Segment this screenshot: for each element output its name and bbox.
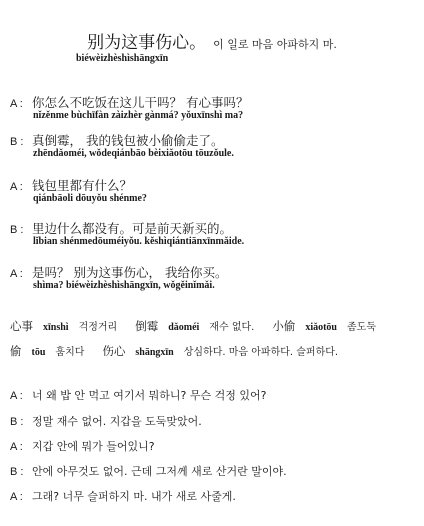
vocab-meaning: 상심하다. 마음 아파하다. 슬퍼하다. — [183, 347, 339, 358]
dialogue-chinese: 是吗？ 别为这事伤心， 我给你买。 — [32, 265, 228, 280]
vocab-word: 倒霉 — [135, 319, 159, 333]
vocab-meaning: 좀도둑 — [347, 322, 376, 333]
korean-line — [10, 413, 202, 429]
korean-line — [10, 387, 266, 403]
vocab-pinyin: dǎoméi — [168, 322, 200, 333]
vocab-row — [10, 318, 376, 334]
speaker-label: A : — [10, 268, 23, 280]
korean-text: 지갑 안에 뭐가 들어있니? — [32, 440, 155, 453]
speaker-label: B : — [10, 136, 24, 148]
speaker-label: A : — [10, 390, 23, 402]
title-korean: 이 일로 마음 아파하지 마. — [213, 38, 337, 51]
vocab-pinyin: xiǎotōu — [305, 322, 337, 333]
vocab-pinyin: shāngxīn — [135, 347, 174, 358]
speaker-label: A : — [10, 98, 23, 110]
dialogue-line — [10, 93, 248, 111]
speaker-label: A : — [10, 441, 23, 453]
speaker-label: B : — [10, 466, 24, 478]
korean-line — [10, 463, 287, 479]
vocab-word: 偷 — [10, 344, 22, 358]
dialogue-chinese: 你怎么不吃饭在这儿干吗？ 有心事吗？ — [32, 95, 249, 110]
vocab-pinyin: xīnshì — [43, 322, 69, 333]
korean-text: 안에 아무것도 없어. 근데 그저께 새로 산거란 말이야. — [32, 465, 287, 478]
lesson-title — [0, 28, 424, 53]
vocab-word: 伤心 — [102, 344, 126, 358]
vocab-meaning: 걱정거리 — [78, 322, 118, 333]
korean-line — [10, 438, 155, 454]
dialogue-pinyin: qiánbāoli dōuyǒu shénme? — [33, 193, 147, 204]
title-pinyin: biéwèizhèshìshāngxīn — [76, 53, 169, 64]
title-chinese: 别为这事伤心。 — [87, 33, 207, 53]
dialogue-line — [10, 131, 223, 149]
dialogue-line — [10, 263, 227, 281]
dialogue-chinese: 钱包里都有什么？ — [32, 178, 133, 193]
dialogue-chinese: 真倒霉， 我的钱包被小偷偷走了。 — [32, 133, 224, 148]
vocab-pinyin: tōu — [31, 347, 46, 358]
dialogue-line — [10, 219, 232, 237]
speaker-label: A : — [10, 491, 23, 503]
speaker-label: A : — [10, 181, 23, 193]
dialogue-pinyin: zhēndǎoméi, wǒdeqiánbāo bèixiǎotōu tōuzǒule. — [33, 148, 234, 159]
vocab-word: 小偷 — [272, 319, 296, 333]
korean-line — [10, 488, 236, 504]
dialogue-chinese: 里边什么都没有。可是前天新买的。 — [32, 221, 233, 236]
dialogue-pinyin: nǐzěnme bùchīfàn zàizhèr gànmá? yǒuxīnshì ma? — [33, 110, 244, 121]
korean-text: 정말 재수 없어. 지갑을 도둑맞았어. — [32, 415, 202, 428]
dialogue-pinyin: shìma? biéwèizhèshìshāngxīn, wǒgěinǐmǎi. — [33, 280, 215, 291]
korean-text: 너 왜 밥 안 먹고 여기서 뭐하니? 무슨 걱정 있어? — [32, 389, 267, 402]
vocab-meaning: 재수 없다. — [209, 322, 255, 333]
vocab-row — [10, 343, 338, 359]
vocab-word: 心事 — [10, 319, 33, 333]
dialogue-line — [10, 176, 132, 194]
korean-text: 그래? 너무 슬퍼하지 마. 내가 새로 사줄게. — [32, 490, 236, 503]
speaker-label: B : — [10, 416, 24, 428]
vocab-meaning: 훔치다 — [55, 347, 85, 358]
speaker-label: B : — [10, 224, 24, 236]
dialogue-pinyin: lǐbian shénmedōuméiyǒu. kěshìqiántiānxīnmǎide. — [33, 236, 245, 247]
